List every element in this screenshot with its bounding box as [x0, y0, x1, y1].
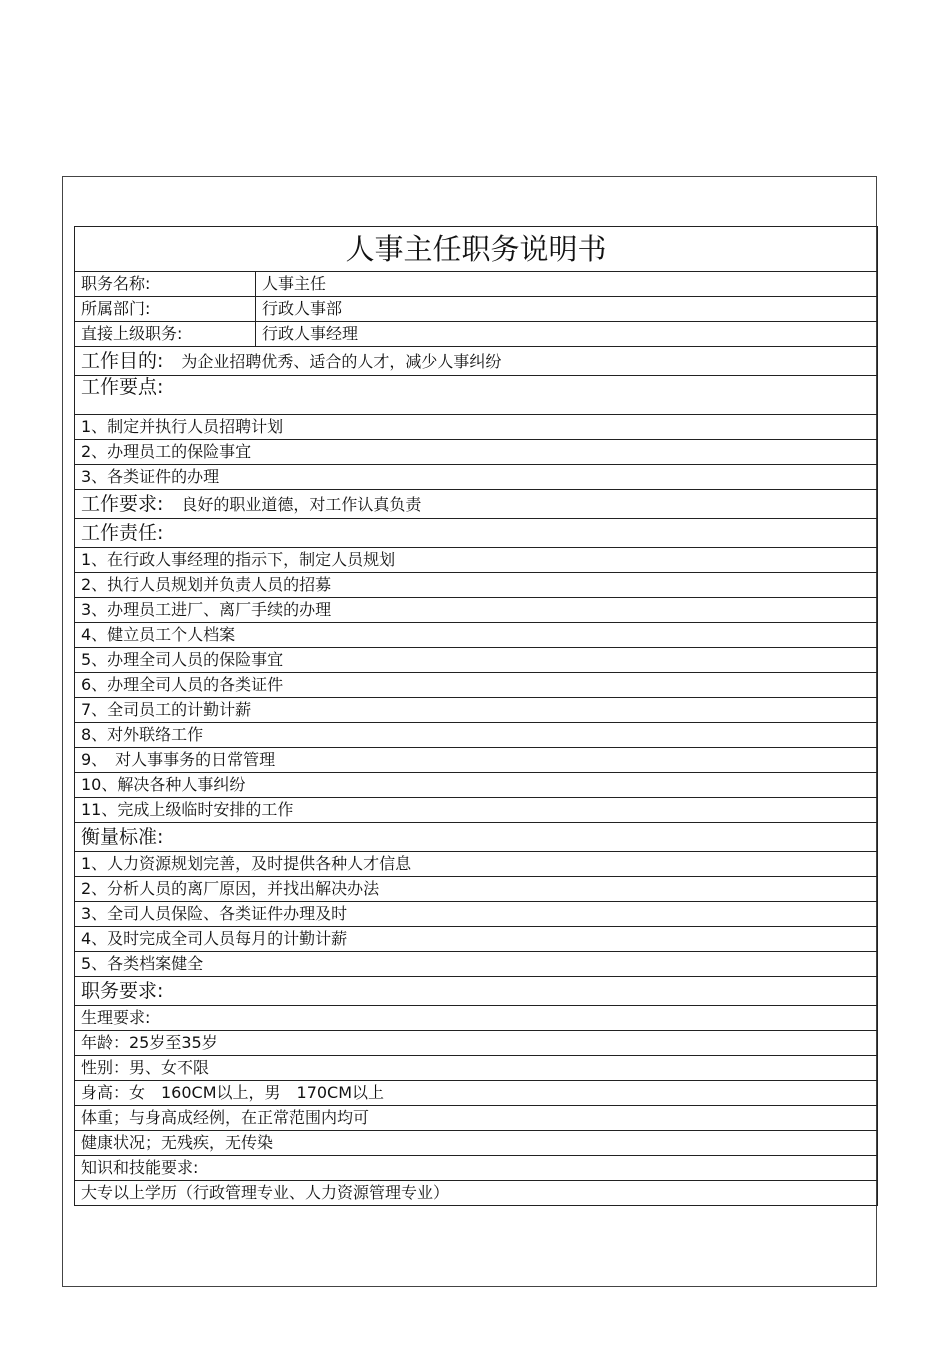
list-item: 1、在行政人事经理的指示下，制定人员规划 — [75, 548, 878, 573]
work-points-heading — [75, 376, 878, 415]
work-requirement-value: 良好的职业道德，对工作认真负责 — [181, 494, 422, 514]
list-item: 身高：女 160CM以上，男 170CM以上 — [75, 1081, 878, 1106]
list-item: 10、解决各种人事纠纷 — [75, 773, 878, 798]
measurement-label: 衡量标准: — [81, 825, 164, 848]
measurement-heading — [75, 823, 878, 852]
list-item: 体重；与身高成经例，在正常范围内均可 — [75, 1106, 878, 1131]
work-requirement-label: 工作要求: — [81, 492, 164, 515]
list-item: 7、全司员工的计勤计薪 — [75, 698, 878, 723]
list-item: 生理要求: — [75, 1006, 878, 1031]
list-item: 2、办理员工的保险事宜 — [75, 440, 878, 465]
job-name-value: 人事主任 — [256, 272, 878, 297]
document-title: 人事主任职务说明书 — [75, 227, 878, 272]
list-item: 性别：男、女不限 — [75, 1056, 878, 1081]
supervisor-label: 直接上级职务: — [75, 322, 256, 347]
list-item: 大专以上学历（行政管理专业、人力资源管理专业） — [75, 1181, 878, 1206]
job-requirements-label: 职务要求: — [81, 979, 164, 1002]
list-item: 健康状况；无残疾，无传染 — [75, 1131, 878, 1156]
list-item: 年龄：25岁至35岁 — [75, 1031, 878, 1056]
work-requirement-row — [75, 490, 878, 519]
list-item: 8、对外联络工作 — [75, 723, 878, 748]
list-item: 3、办理员工进厂、离厂手续的办理 — [75, 598, 878, 623]
list-item: 2、执行人员规划并负责人员的招募 — [75, 573, 878, 598]
list-item: 5、各类档案健全 — [75, 952, 878, 977]
work-purpose-row — [75, 347, 878, 376]
work-points-label: 工作要点: — [81, 376, 164, 398]
list-item: 2、分析人员的离厂原因，并找出解决办法 — [75, 877, 878, 902]
job-requirements-heading — [75, 977, 878, 1006]
work-duties-heading — [75, 519, 878, 548]
work-purpose-value: 为企业招聘优秀、适合的人才，减少人事纠纷 — [181, 351, 502, 371]
list-item: 知识和技能要求: — [75, 1156, 878, 1181]
list-item: 4、及时完成全司人员每月的计勤计薪 — [75, 927, 878, 952]
list-item: 4、健立员工个人档案 — [75, 623, 878, 648]
supervisor-value: 行政人事经理 — [256, 322, 878, 347]
list-item: 1、制定并执行人员招聘计划 — [75, 415, 878, 440]
list-item: 3、全司人员保险、各类证件办理及时 — [75, 902, 878, 927]
department-value: 行政人事部 — [256, 297, 878, 322]
work-purpose-label: 工作目的: — [81, 349, 164, 372]
list-item: 9、 对人事事务的日常管理 — [75, 748, 878, 773]
work-duties-label: 工作责任: — [81, 521, 164, 544]
job-name-label: 职务名称: — [75, 272, 256, 297]
list-item: 11、完成上级临时安排的工作 — [75, 798, 878, 823]
list-item: 1、人力资源规划完善，及时提供各种人才信息 — [75, 852, 878, 877]
list-item: 3、各类证件的办理 — [75, 465, 878, 490]
department-label: 所属部门: — [75, 297, 256, 322]
list-item: 5、办理全司人员的保险事宜 — [75, 648, 878, 673]
list-item: 6、办理全司人员的各类证件 — [75, 673, 878, 698]
job-description-table — [74, 226, 878, 1206]
